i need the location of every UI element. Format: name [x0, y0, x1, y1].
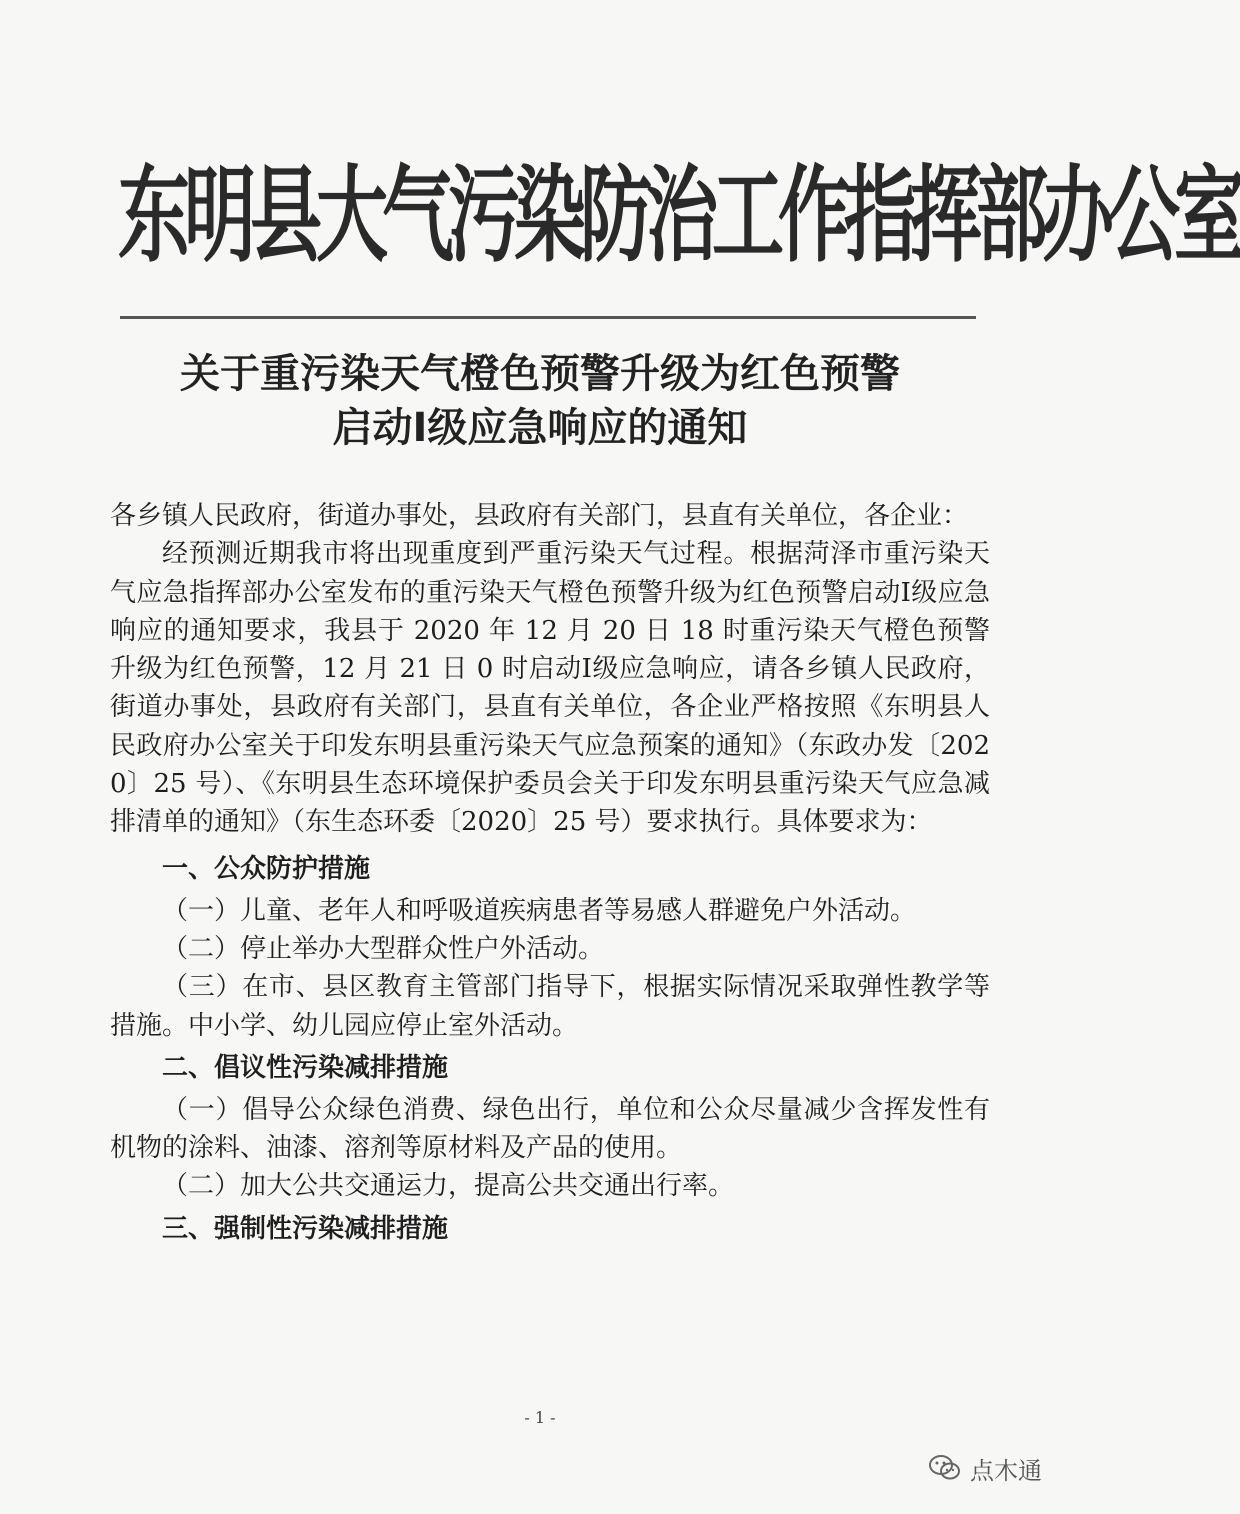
organization-header: 东明县大气污染防治工作指挥部办公室 — [118, 154, 1240, 276]
wechat-watermark — [928, 1448, 1042, 1488]
section-2-item-1: （一）倡导公众绿色消费、绿色出行，单位和公众尽量减少含挥发性有机物的涂料、油漆、溶剂等原材料及产品的使用。 — [110, 1094, 990, 1164]
section-1-heading: 一、公众防护措施 — [162, 853, 371, 884]
page-number: - 1 - — [524, 1408, 556, 1427]
section-1-item-2: （二）停止举办大型群众性户外活动。 — [162, 933, 605, 964]
section-2-item-2: （二）加大公共交通运力，提高公共交通出行率。 — [162, 1171, 735, 1202]
section-2-heading: 二、倡议性污染减排措施 — [162, 1052, 449, 1083]
header-divider — [120, 316, 976, 319]
section-1-item-1: （一）儿童、老年人和呼吸道疾病患者等易感人群避免户外活动。 — [162, 895, 917, 926]
document-body — [110, 497, 990, 1252]
section-1-item-3: （三）在市、县区教育主管部门指导下，根据实际情况采取弹性教学等措施。中小学、幼儿园应停止室外活动。 — [110, 972, 990, 1041]
document-title-line-2: 启动Ⅰ级应急响应的通知 — [332, 405, 748, 451]
salutation: 各乡镇人民政府，街道办事处，县政府有关部门，县直有关单位，各企业： — [110, 501, 969, 531]
account-name: 点木通 — [970, 1456, 1042, 1485]
document-title-line-1: 关于重污染天气橙色预警升级为红色预警 — [180, 351, 900, 397]
section-3-heading: 三、强制性污染减排措施 — [162, 1213, 449, 1244]
intro-paragraph: 经预测近期我市将出现重度到严重污染天气过程。根据菏泽市重污染天气应急指挥部办公室发布的重污染天气橙色预警升级为红色预警启动Ⅰ级应急响应的通知要求，我县于 2020 年 12 月 20 日 18 时重污染天气橙色预警升级为红色预警，12 月 21 日 0 时启动Ⅰ级应急响应，请各乡镇人民政府，街道办事处，县政府有关部门，县直有关单位，各企业严格按照《东明县人民政府办公室关于印发东明县重污染天气应急预案的通知》（东政办发〔2020〕25 号）、《东明县生态环境保护委员会关于印发东明县重污染天气应急减排清单的通知》（东生态环委〔2020〕25 号）要求执行。具体要求为： — [110, 539, 990, 838]
wechat-icon — [928, 1453, 962, 1483]
